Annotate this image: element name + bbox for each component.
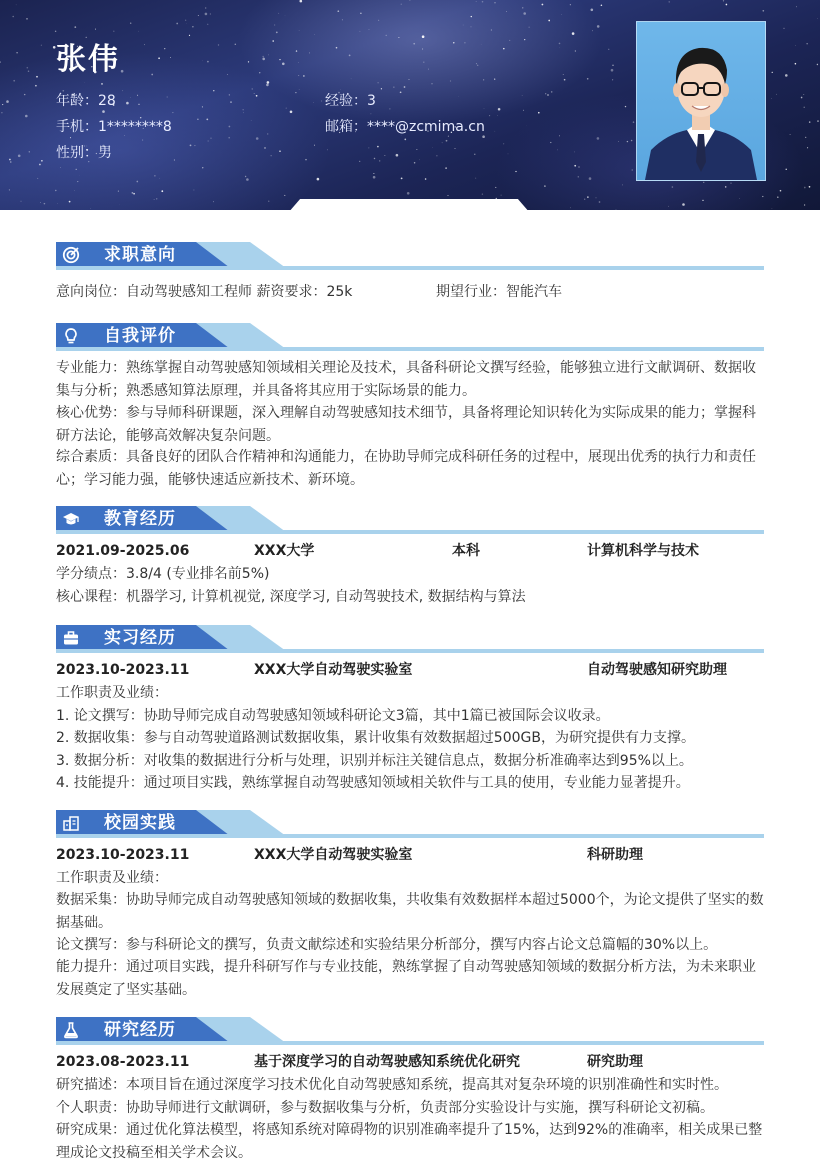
graduation-cap-icon: [62, 510, 80, 528]
research-project: 基于深度学习的自动驾驶感知系统优化研究: [254, 1051, 520, 1073]
campus-org: XXX大学自动驾驶实验室: [254, 844, 412, 866]
section-title: 实习经历: [104, 627, 176, 649]
section-title: 研究经历: [104, 1019, 176, 1041]
self-eval-quality: 综合素质：具备良好的团队合作精神和沟通能力，在协助导师完成科研任务的过程中，展现出优秀的执行力和责任心；学习能力强，能够快速适应新技术、新环境。: [56, 446, 764, 491]
section-title: 教育经历: [104, 508, 176, 530]
experience-field: [325, 90, 376, 110]
candidate-name: 张伟: [56, 34, 120, 78]
phone-value: 1********8: [98, 119, 172, 135]
section-internship-header: [56, 623, 764, 657]
lightbulb-icon: [62, 327, 80, 345]
list-item: 2. 数据收集：参与自动驾驶道路测试数据收集，累计收集有效数据超过500GB，为研究提供有力支撑。: [56, 727, 764, 750]
research-entry-row: [56, 1051, 764, 1073]
age-value: 28: [98, 93, 116, 109]
research-date: 2023.08-2023.11: [56, 1051, 189, 1073]
profile-photo: [636, 21, 766, 181]
section-title: 校园实践: [104, 812, 176, 834]
gender-value: 男: [98, 145, 112, 161]
education-courses: 核心课程：机器学习, 计算机视觉, 深度学习, 自动驾驶技术, 数据结构与算法: [56, 586, 764, 609]
section-job-intent-header: [56, 240, 764, 274]
section-title: 求职意向: [104, 244, 176, 266]
section-self-eval-header: [56, 321, 764, 355]
campus-data-collection: 数据采集：协助导师完成自动驾驶感知领域的数据收集，共收集有效数据样本超过5000个，为论文提供了坚实的数据基础。: [56, 889, 764, 934]
research-duties: 个人职责：协助导师进行文献调研，参与数据收集与分析，负责部分实验设计与实施，撰写科研论文初稿。: [56, 1097, 764, 1120]
email-field: [325, 116, 485, 136]
internship-date: 2023.10-2023.11: [56, 659, 189, 681]
header-notch: [288, 199, 530, 210]
briefcase-icon: [62, 629, 80, 647]
education-degree: 本科: [452, 540, 480, 562]
section-research-header: [56, 1015, 764, 1049]
intent-position-salary: 意向岗位：自动驾驶感知工程师 薪资要求：25k: [56, 284, 352, 300]
gender-label: 性别：: [56, 145, 98, 161]
campus-entry-row: [56, 844, 764, 866]
section-campus-header: [56, 808, 764, 842]
campus-skill-growth: 能力提升：通过项目实践，提升科研写作与专业技能，熟练掌握了自动驾驶感知领域的数据分析方法，为未来职业发展奠定了坚实基础。: [56, 956, 764, 1001]
job-intent-line: [56, 281, 764, 304]
age-field: [56, 90, 116, 110]
research-results: 研究成果：通过优化算法模型，将感知系统对障碍物的识别准确率提升了15%，达到92%的准确率，相关成果已整理成论文投稿至相关学术会议。: [56, 1119, 764, 1164]
target-icon: [62, 246, 80, 264]
header-banner: [0, 0, 820, 210]
buildings-icon: [62, 814, 80, 832]
education-gpa: 学分绩点：3.8/4 (专业排名前5%): [56, 563, 764, 586]
education-school: XXX大学: [254, 540, 314, 562]
section-title: 自我评价: [104, 325, 176, 347]
campus-lead: 工作职责及业绩：: [56, 867, 764, 890]
research-description: 研究描述：本项目旨在通过深度学习技术优化自动驾驶感知系统，提高其对复杂环境的识别准确性和实时性。: [56, 1074, 764, 1097]
flask-icon: [62, 1021, 80, 1039]
self-eval-professional: 专业能力：熟练掌握自动驾驶感知领域相关理论及技术，具备科研论文撰写经验，能够独立进行文献调研、数据收集与分析；熟悉感知算法原理，并具备将其应用于实际场景的能力。: [56, 357, 764, 402]
experience-value: 3: [367, 93, 376, 109]
age-label: 年龄：: [56, 93, 98, 109]
experience-label: 经验：: [325, 93, 367, 109]
internship-lead: 工作职责及业绩：: [56, 682, 764, 705]
list-item: 1. 论文撰写：协助导师完成自动驾驶感知领域科研论文3篇，其中1篇已被国际会议收录。: [56, 705, 764, 728]
education-major: 计算机科学与技术: [587, 540, 699, 562]
list-item: 4. 技能提升：通过项目实践，熟练掌握自动驾驶感知领域相关软件与工具的使用，专业能力显著提升。: [56, 772, 764, 795]
phone-label: 手机：: [56, 119, 98, 135]
research-role: 研究助理: [587, 1051, 643, 1073]
gender-field: [56, 142, 112, 162]
education-date: 2021.09-2025.06: [56, 540, 189, 562]
phone-field: [56, 116, 172, 136]
internship-org: XXX大学自动驾驶实验室: [254, 659, 412, 681]
internship-entry-row: [56, 659, 764, 681]
education-entry-row: [56, 540, 764, 562]
campus-role: 科研助理: [587, 844, 643, 866]
campus-paper-writing: 论文撰写：参与科研论文的撰写，负责文献综述和实验结果分析部分，撰写内容占论文总篇幅的30%以上。: [56, 934, 764, 957]
self-eval-strength: 核心优势：参与导师科研课题，深入理解自动驾驶感知技术细节，具备将理论知识转化为实际成果的能力；掌握科研方法论，能够高效解决复杂问题。: [56, 402, 764, 447]
campus-date: 2023.10-2023.11: [56, 844, 189, 866]
list-item: 3. 数据分析：对收集的数据进行分析与处理，识别并标注关键信息点，数据分析准确率达到95%以上。: [56, 750, 764, 773]
email-label: 邮箱：: [325, 119, 367, 135]
intent-industry: 期望行业：智能汽车: [436, 281, 562, 304]
email-value: ****@zcmima.cn: [367, 119, 485, 135]
section-education-header: [56, 504, 764, 538]
internship-role: 自动驾驶感知研究助理: [587, 659, 727, 681]
